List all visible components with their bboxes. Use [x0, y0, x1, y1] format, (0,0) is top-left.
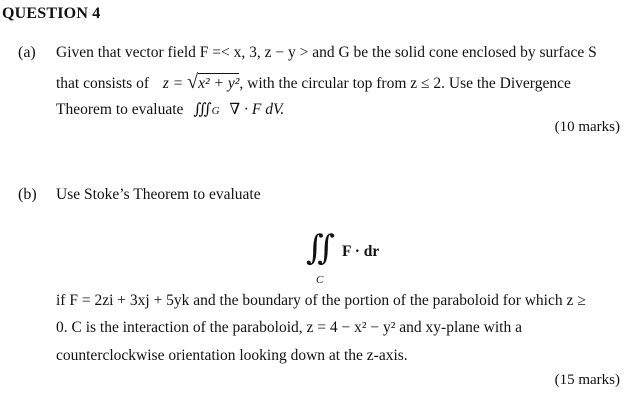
part-b-integral-curve: C: [316, 274, 324, 286]
part-a-line-1: Given that vector field F =< x, 3, z − y > and G be the solid cone enclosed by surface S: [56, 44, 597, 61]
part-b-integrand: F · dr: [342, 243, 380, 260]
part-b-intro: Use Stoke’s Theorem to evaluate: [56, 186, 261, 203]
part-a-line-3: [56, 100, 284, 119]
part-a-label: (a): [18, 44, 36, 61]
double-integral-icon: ∬: [306, 230, 335, 267]
question-heading: QUESTION 4: [2, 5, 101, 22]
part-a-marks: (10 marks): [554, 119, 620, 135]
part-a-integral-region: G: [211, 105, 220, 117]
part-b-line-1: if F = 2zi + 3xj + 5yk and the boundary of the portion of the paraboloid for which z ≥: [56, 292, 586, 309]
part-a-line-2-suffix: , with the circular top from z ≤ 2. Use the Divergence: [239, 75, 571, 92]
part-a-sqrt-radicand: x² + y²: [198, 75, 240, 92]
part-a-line-2: [56, 71, 571, 94]
part-b-line-2: 0. C is the interaction of the paraboloid, z = 4 − x² − y² and xy-plane with a: [56, 319, 522, 336]
part-b-label: (b): [18, 186, 37, 203]
part-b-line-3: counterclockwise orientation looking down at the z-axis.: [56, 347, 408, 364]
part-b-marks: (15 marks): [554, 372, 620, 388]
part-a-integrand: ∇ · F dV.: [229, 101, 285, 118]
part-a-line-2-prefix: that consists of: [56, 75, 149, 92]
sqrt-radical-icon: √: [187, 71, 199, 93]
triple-integral-icon: ∭: [193, 101, 212, 118]
part-a-line-3-prefix: Theorem to evaluate: [56, 101, 184, 118]
part-a-equation-lhs: z =: [162, 75, 184, 92]
